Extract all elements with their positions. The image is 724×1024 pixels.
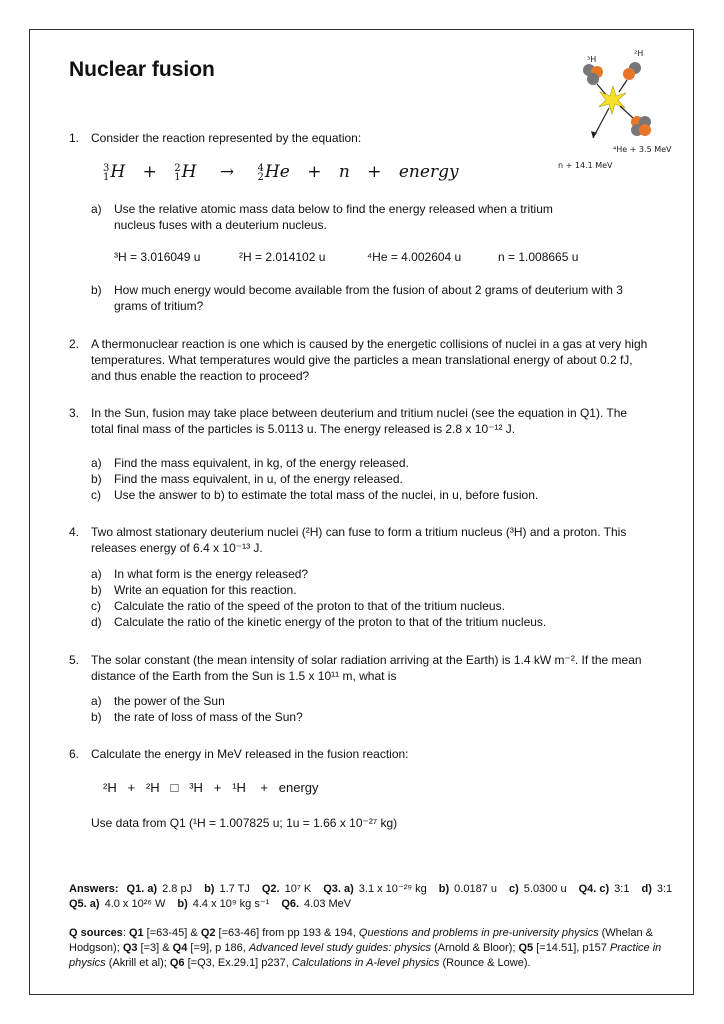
diagram-label-deuterium: ²H — [634, 49, 644, 58]
answer-key: Q1. a) — [126, 883, 158, 895]
q1-number: 1. — [69, 131, 80, 145]
q2-number: 2. — [69, 337, 80, 351]
q3b-label: b) — [91, 472, 102, 486]
q6-equation: ²H + ²H □ ³H + ¹H + energy — [103, 780, 319, 795]
q5-line2: distance of the Earth from the Sun is 1.5 x 10¹¹ m, what is — [91, 669, 397, 683]
q3c-label: c) — [91, 488, 101, 502]
q1a-line1: Use the relative atomic mass data below to find the energy released when a tritium — [114, 202, 553, 216]
diagram-label-tritium: ³H — [587, 55, 597, 64]
data-helium: ⁴He = 4.002604 u — [367, 250, 462, 264]
q3b-text: Find the mass equivalent, in u, of the energy released. — [114, 472, 403, 486]
q4a-label: a) — [91, 567, 102, 581]
q1b-line2: grams of tritium? — [114, 299, 204, 313]
answer-value: 4.03 MeV — [304, 898, 352, 910]
answers-block — [69, 882, 672, 912]
q4a-text: In what form is the energy released? — [114, 567, 309, 581]
answer-key: Q3. a) — [323, 883, 354, 895]
q2-line3: and thus enable the reaction to proceed? — [91, 369, 310, 383]
deuterium-iso: 2 1 — [174, 162, 181, 183]
data-neutron: n = 1.008665 u — [498, 250, 579, 264]
helium-iso: 4 2 — [257, 162, 264, 183]
sources-block — [69, 926, 661, 971]
q4d-text: Calculate the ratio of the kinetic energy of the proton to that of the tritium nucleus. — [114, 615, 547, 629]
answer-key: Q6. — [281, 898, 300, 910]
q1b-label: b) — [91, 283, 102, 297]
q1a-line2: nucleus fuses with a deuterium nucleus. — [114, 218, 327, 232]
fusion-diagram — [557, 46, 697, 172]
q6-data: Use data from Q1 (¹H = 1.007825 u; 1u = 1.66 x 10⁻²⁷ kg) — [91, 816, 398, 830]
tritium-iso: 3 1 — [103, 162, 110, 183]
q5a-text: the power of the Sun — [114, 694, 225, 708]
answers-label: Answers: — [69, 883, 119, 895]
answer-key: b) — [177, 898, 188, 910]
answer-value: 3:1 — [614, 883, 630, 895]
q5b-text: the rate of loss of mass of the Sun? — [114, 710, 303, 724]
q4-line2: releases energy of 6.4 x 10⁻¹³ J. — [91, 541, 263, 555]
answer-key: c) — [508, 883, 519, 895]
q3a-text: Find the mass equivalent, in kg, of the energy released. — [114, 456, 409, 470]
answer-key: Q4. c) — [578, 883, 610, 895]
q1b-line1: How much energy would become available from the fusion of about 2 grams of deuterium with 3 — [114, 283, 623, 297]
answer-key: Q5. a) — [69, 898, 100, 910]
q3-number: 3. — [69, 406, 80, 420]
sources-line1: Q sources: Q1 [=63-45] & Q2 [=63-46] from pp 193 & 194, Questions and problems in pre-university physics (Whelan & — [69, 927, 653, 939]
page-title: Nuclear fusion — [69, 58, 215, 81]
answer-value: 5.0300 u — [523, 883, 567, 895]
data-tritium: ³H = 3.016049 u — [114, 250, 201, 264]
answer-value: 4.4 x 10⁹ kg s⁻¹ — [192, 898, 270, 910]
q4-number: 4. — [69, 525, 80, 539]
diagram-label-products: ⁴He + 3.5 MeV — [613, 145, 672, 154]
answers-line2 — [69, 897, 672, 912]
neutron-ball — [587, 73, 599, 85]
answer-value: 3:1 — [656, 883, 673, 895]
answer-key: d) — [641, 883, 652, 895]
q6-number: 6. — [69, 747, 80, 761]
data-deuterium: ²H = 2.014102 u — [239, 250, 326, 264]
proton-ball — [623, 68, 635, 80]
collision-star — [599, 86, 626, 114]
answer-key: b) — [438, 883, 450, 895]
answers-line1 — [69, 882, 672, 897]
proton-ball — [639, 124, 651, 136]
q3-line2: total final mass of the particles is 5.0113 u. The energy released is 2.8 x 10⁻¹² J. — [91, 422, 516, 436]
answer-key: Q2. — [261, 883, 280, 895]
answer-value: 2.8 pJ — [162, 883, 193, 895]
q1a-label: a) — [91, 202, 102, 216]
q5-line1: The solar constant (the mean intensity of solar radiation arriving at the Earth) is 1.4 kW m⁻². If the mean — [91, 653, 642, 667]
q2-line2: temperatures. What temperatures would give the particles a mean translational energy of about 0.2 fJ, — [91, 353, 633, 367]
q4b-text: Write an equation for this reaction. — [114, 583, 297, 597]
q3a-label: a) — [91, 456, 102, 470]
q2-line1: A thermonuclear reaction is one which is caused by the energetic collisions of nuclei in a gas at very high — [91, 337, 648, 351]
answer-key: b) — [204, 883, 215, 895]
answer-value: 1.7 TJ — [219, 883, 250, 895]
q4c-label: c) — [91, 599, 101, 613]
answer-value: 10⁷ K — [284, 883, 312, 895]
q4-line1: Two almost stationary deuterium nuclei (²H) can fuse to form a tritium nucleus (³H) and a proton. This — [91, 525, 627, 539]
q5a-label: a) — [91, 694, 102, 708]
q3c-text: Use the answer to b) to estimate the total mass of the nuclei, in u, before fusion. — [114, 488, 539, 502]
answer-value: 3.1 x 10⁻²⁹ kg — [358, 883, 427, 895]
sources-line3: physics (Akrill et al); Q6 [=Q3, Ex.29.1] p237, Calculations in A-level physics (Rounce & Lowe). — [69, 957, 531, 969]
q5b-label: b) — [91, 710, 102, 724]
q3-line1: In the Sun, fusion may take place between deuterium and tritium nuclei (see the equation in Q1). The — [91, 406, 628, 420]
q6-text: Calculate the energy in MeV released in the fusion reaction: — [91, 747, 409, 761]
answer-value: 4.0 x 10²⁶ W — [104, 898, 166, 910]
q4d-label: d) — [91, 615, 102, 629]
q5-number: 5. — [69, 653, 80, 667]
sources-line2: Hodgson); Q3 [=3] & Q4 [=9], p 186, Advanced level study guides: physics (Arnold & Bloor); Q5 [=14.51], p157 Practice in — [69, 942, 662, 954]
q4c-text: Calculate the ratio of the speed of the proton to that of the tritium nucleus. — [114, 599, 505, 613]
diagram-label-neutron: n + 14.1 MeV — [558, 161, 613, 170]
q4b-label: b) — [91, 583, 102, 597]
answer-value: 0.0187 u — [454, 883, 497, 895]
q1-equation: 3 1H + 2 1H → 4 2He + n + energy — [103, 162, 459, 183]
q1-text: Consider the reaction represented by the equation: — [91, 131, 362, 145]
